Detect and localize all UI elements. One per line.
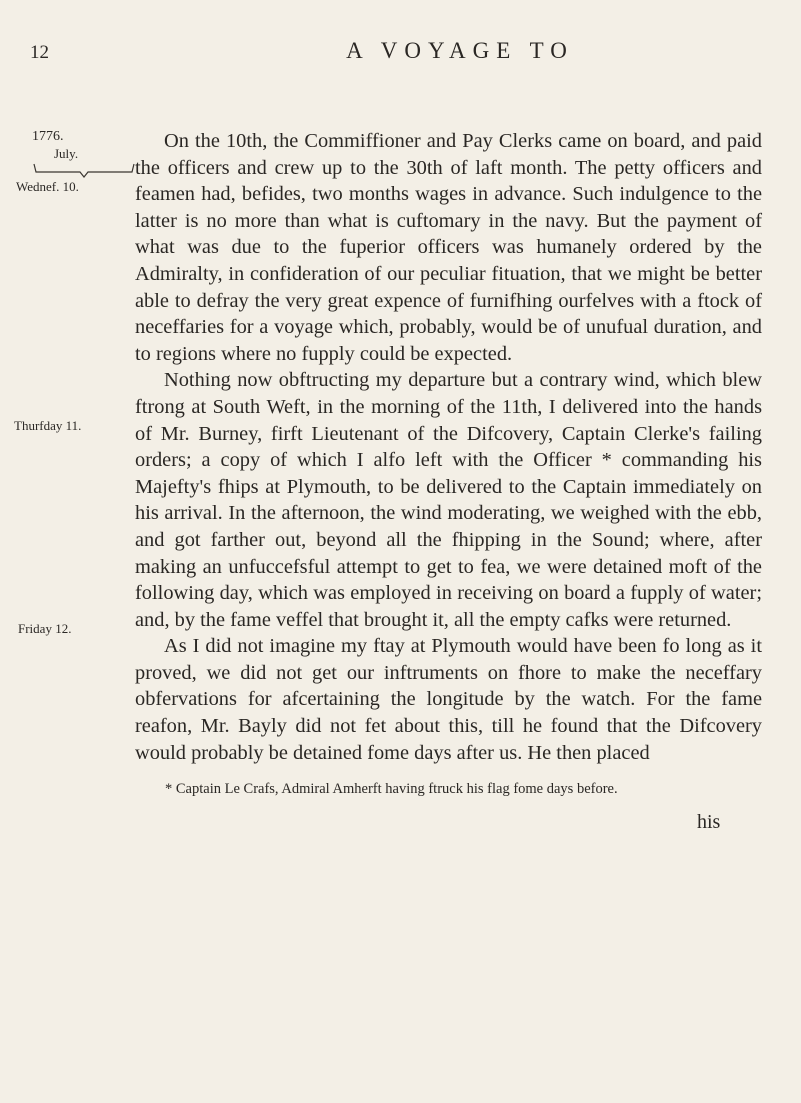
paragraph: On the 10th, the Commiffioner and Pay Clerks came on board, and paid the officers and crew up to the 30th of laft month. The petty officers and feamen had, befides, two months wages in advance. Such indulgence to the latter is no more than what is cuftomary in the navy. But the payment of what was due to the fuperior officers was humanely ordered by the Admiralty, in confideration of our peculiar fituation, that we might be better able to defray the very great expence of furnifhing ourfelves with a ftock of neceffaries for a voyage which, probably, would be of unufual duration, and to regions where no fupply could be expected. — [135, 130, 762, 365]
paragraph: As I did not imagine my ftay at Plymouth would have been fo long as it proved, we did not get our inftruments on fhore to make the neceffary obfervations for afcertaining the longitude by the watch. For the fame reafon, Mr. Bayly did not fet about this, till he found that the Difcovery would probably be detained fome days after us. He then placed — [135, 635, 762, 764]
margin-brace-icon — [32, 162, 136, 178]
margin-month: July. — [54, 146, 79, 161]
main-text — [135, 128, 762, 766]
footnote: * Captain Le Crafs, Admiral Amherft having ftruck his flag fome days before. — [165, 781, 618, 797]
running-head: A VOYAGE TO — [346, 38, 574, 63]
margin-year: 1776. — [32, 129, 64, 144]
margin-friday: Friday 12. — [18, 621, 72, 636]
margin-thursday: Thurfday 11. — [14, 418, 82, 433]
catchword: his — [697, 811, 721, 833]
paragraph: Nothing now obftructing my departure but a contrary wind, which blew ftrong at South Weft, in the morning of the 11th, I delivered into the hands of Mr. Burney, firft Lieutenant of the Difcovery, Captain Clerke's failing orders; a copy of which I alfo left with the Officer * commanding his Majefty's fhips at Plymouth, to be delivered to the Captain immediately on his arrival. In the afternoon, the wind moderating, we weighed with the ebb, and got farther out, beyond all the fhipping in the Sound; where, after making an unfuccefsful attempt to get to fea, we were detained moft of the following day, which was employed in receiving on board a fupply of water; and, by the fame veffel that brought it, all the empty cafks were returned. — [135, 369, 762, 631]
margin-wednesday: Wednef. 10. — [16, 179, 79, 194]
page-number: 12 — [30, 42, 49, 63]
